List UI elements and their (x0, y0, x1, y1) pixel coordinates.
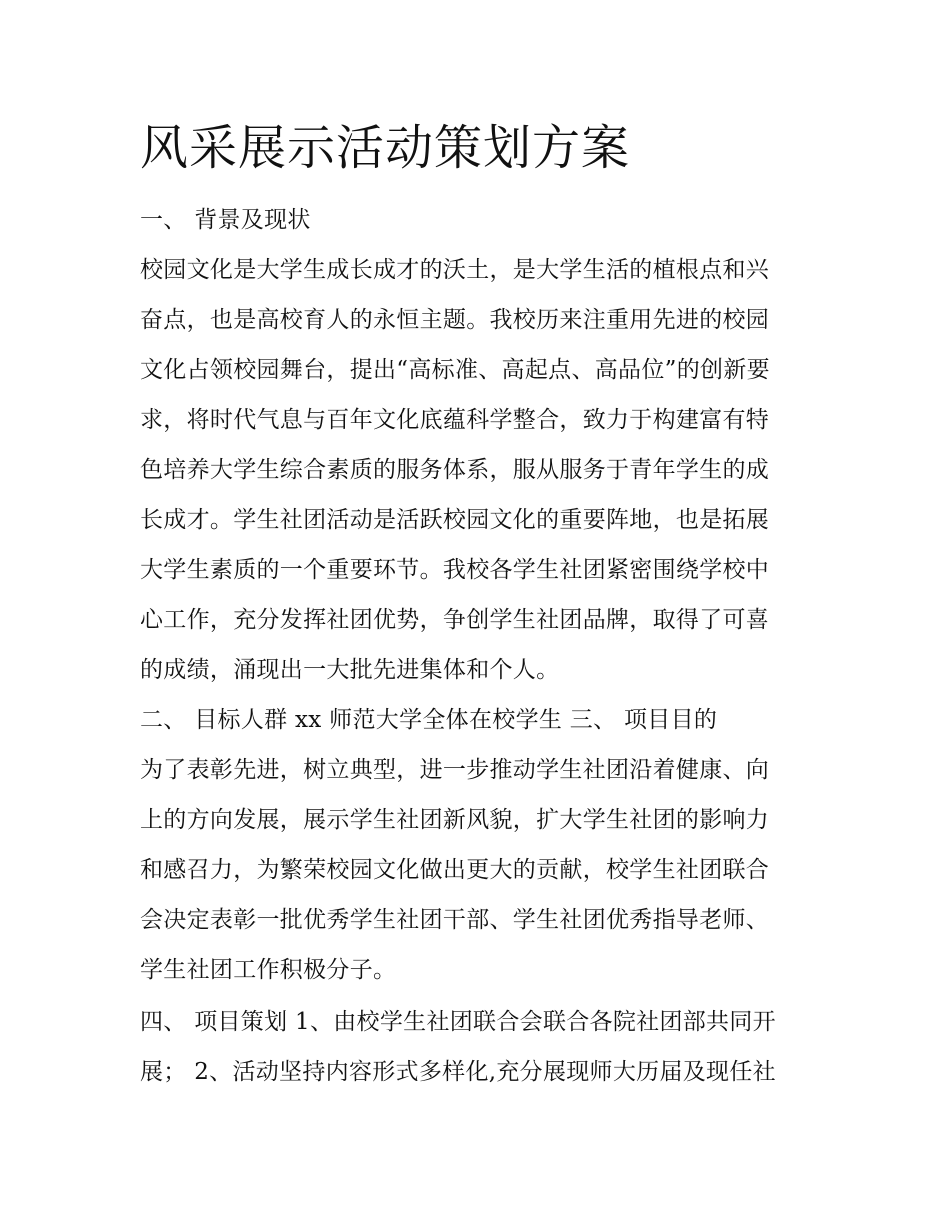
paragraph-line: 心工作，充分发挥社团优势，争创学生社团品牌，取得了可喜 (140, 607, 770, 633)
paragraph-line: 求，将时代气息与百年文化底蕴科学整合，致力于构建富有特 (140, 407, 770, 433)
paragraph-line: 学生社团工作积极分子。 (140, 957, 397, 983)
paragraph-line: 文化占领校园舞台，提出“高标准、高起点、高品位”的创新要 (140, 357, 770, 383)
document-title: 风采展示活动策划方案 (140, 120, 631, 176)
paragraph-line: 校园文化是大学生成长成才的沃土，是大学生活的植根点和兴 (140, 257, 770, 283)
paragraph-line: 和感召力，为繁荣校园文化做出更大的贡献，校学生社团联合 (140, 857, 770, 883)
paragraph-line: 大学生素质的一个重要环节。我校各学生社团紧密围绕学校中 (140, 557, 770, 583)
paragraph-line: 会决定表彰一批优秀学生社团干部、学生社团优秀指导老师、 (140, 907, 770, 933)
section-heading-planning: 四、 项目策划 1、由校学生社团联合会联合各院社团部共同开 (140, 1009, 776, 1035)
section-heading-background: 一、 背景及现状 (140, 207, 311, 233)
paragraph-line: 奋点，也是高校育人的永恒主题。我校历来注重用先进的校园 (140, 307, 770, 333)
paragraph-line: 上的方向发展，展示学生社团新风貌，扩大学生社团的影响力 (140, 807, 770, 833)
section-heading-target-and-purpose: 二、 目标人群 xx 师范大学全体在校学生 三、 项目目的 (140, 707, 718, 733)
paragraph-line: 色培养大学生综合素质的服务体系，服从服务于青年学生的成 (140, 457, 770, 483)
paragraph-line: 的成绩，涌现出一大批先进集体和个人。 (140, 657, 560, 683)
paragraph-line: 展； 2、活动坚持内容形式多样化,充分展现师大历届及现任社 (140, 1059, 776, 1085)
paragraph-line: 为了表彰先进，树立典型，进一步推动学生社团沿着健康、向 (140, 757, 770, 783)
paragraph-line: 长成才。学生社团活动是活跃校园文化的重要阵地，也是拓展 (140, 507, 770, 533)
